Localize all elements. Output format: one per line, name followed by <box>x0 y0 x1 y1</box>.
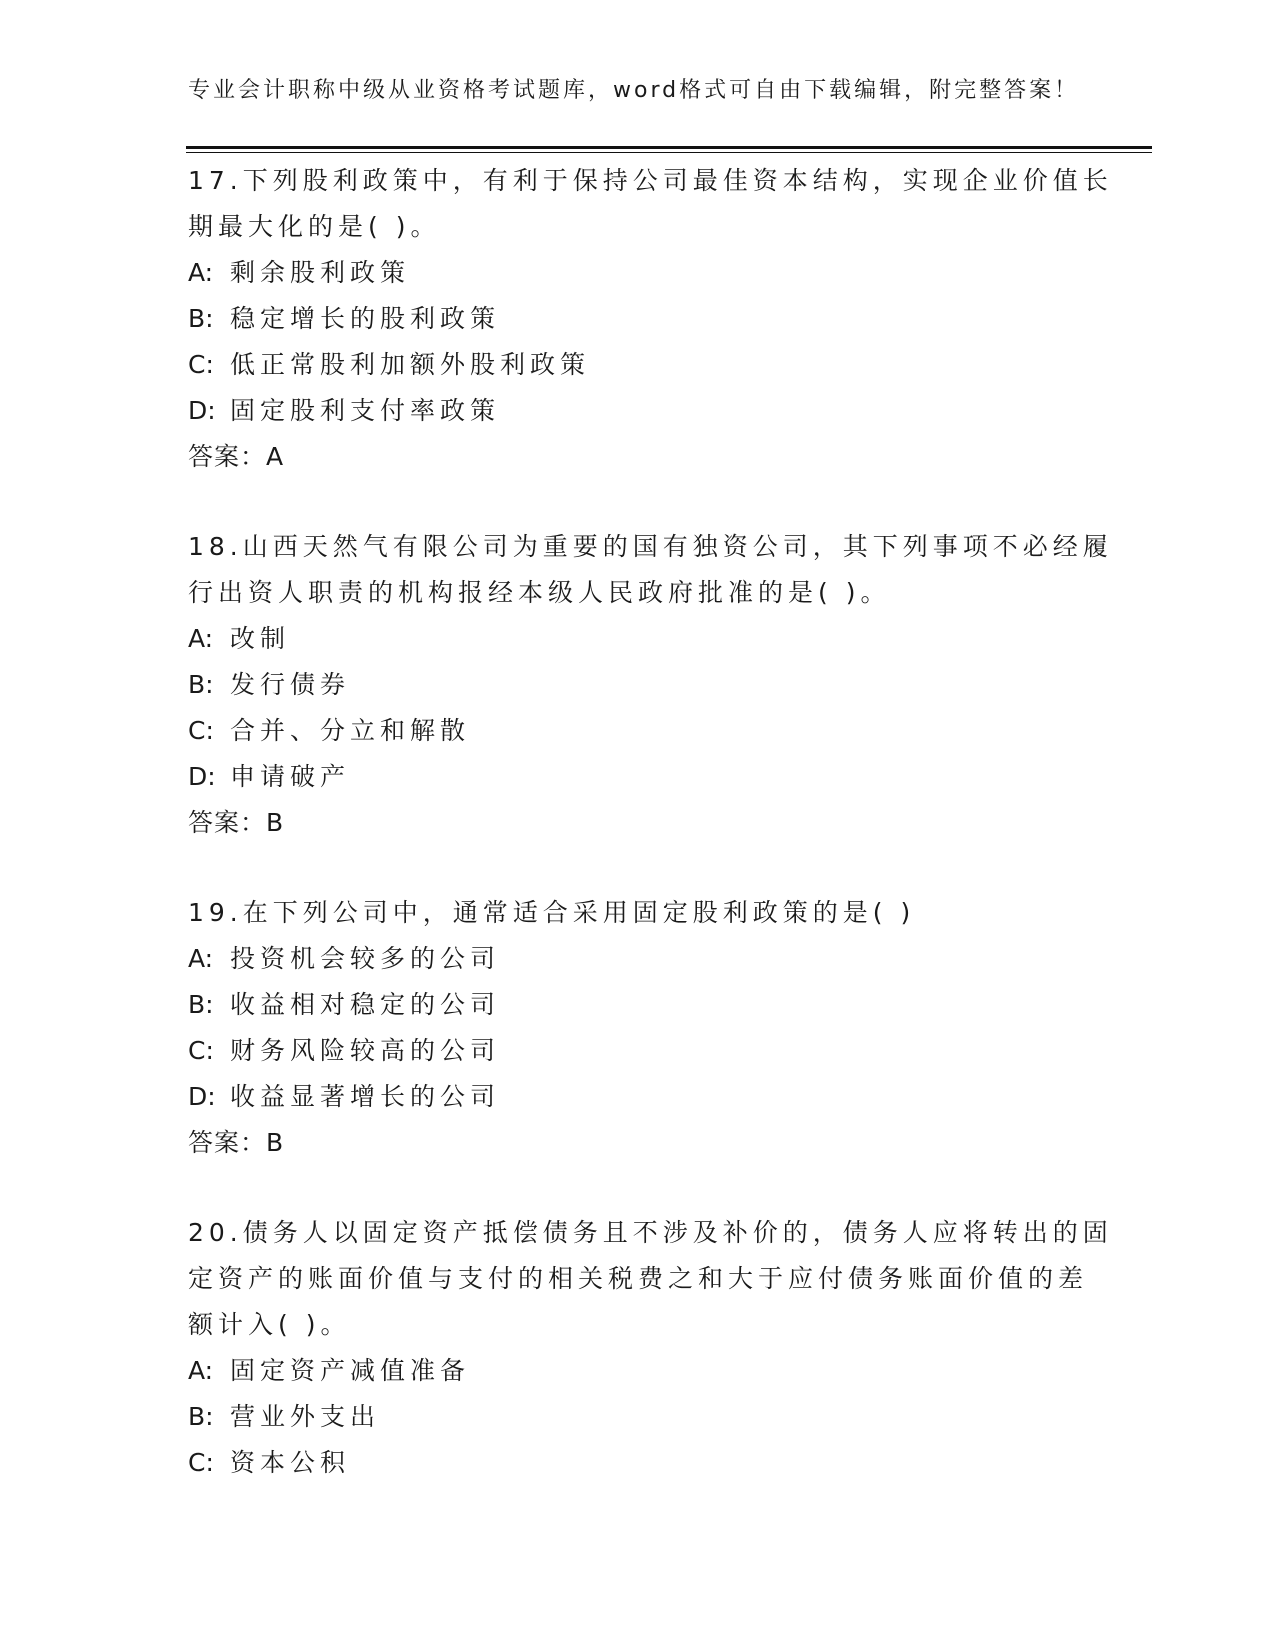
option-letter: A: <box>188 1356 214 1385</box>
question-item <box>188 524 1113 846</box>
option-letter: C: <box>188 350 214 379</box>
answer-option <box>188 1348 1108 1394</box>
option-letter: D: <box>188 762 216 791</box>
option-letter: A: <box>188 624 214 653</box>
answer-key: 答案：B <box>188 808 285 837</box>
answer-option <box>188 662 1108 708</box>
answer-key: 答案：A <box>188 442 285 471</box>
answer-key: 答案：B <box>188 1128 285 1157</box>
option-text: 发行债券 <box>230 670 351 699</box>
option-letter: C: <box>188 716 214 745</box>
option-text: 投资机会较多的公司 <box>230 944 501 973</box>
option-letter: B: <box>188 670 214 699</box>
answer-option <box>188 754 1108 800</box>
answer-option <box>188 616 1108 662</box>
option-letter: A: <box>188 944 214 973</box>
answer-option <box>188 1440 1108 1486</box>
option-letter: B: <box>188 304 214 333</box>
option-text: 剩余股利政策 <box>230 258 411 287</box>
answer-option <box>188 1028 1108 1074</box>
question-stem-line: 行出资人职责的机构报经本级人民政府批准的是( )。 <box>188 578 891 607</box>
question-stem-line: 定资产的账面价值与支付的相关税费之和大于应付债务账面价值的差 <box>188 1264 1089 1293</box>
option-letter: C: <box>188 1036 214 1065</box>
option-text: 财务风险较高的公司 <box>230 1036 501 1065</box>
answer-option <box>188 708 1108 754</box>
option-letter: A: <box>188 258 214 287</box>
question-stem-line: 期最大化的是( )。 <box>188 212 441 241</box>
document-header: 专业会计职称中级从业资格考试题库，word格式可自由下载编辑，附完整答案！ <box>188 78 1080 103</box>
question-list <box>188 158 1113 1486</box>
option-text: 申请破产 <box>230 762 351 791</box>
option-text: 营业外支出 <box>230 1402 381 1431</box>
answer-option <box>188 1394 1108 1440</box>
answer-option <box>188 250 1108 296</box>
option-text: 稳定增长的股利政策 <box>230 304 501 333</box>
answer-option <box>188 936 1108 982</box>
option-letter: B: <box>188 1402 214 1431</box>
answer-option <box>188 982 1108 1028</box>
question-stem-line: 20.债务人以固定资产抵偿债务且不涉及补价的，债务人应将转出的固 <box>188 1218 1113 1247</box>
header-rule-thick <box>186 146 1152 149</box>
question-stem-line: 17.下列股利政策中，有利于保持公司最佳资本结构，实现企业价值长 <box>188 166 1113 195</box>
answer-option <box>188 1074 1108 1120</box>
option-text: 收益相对稳定的公司 <box>230 990 501 1019</box>
question-item <box>188 890 1108 1166</box>
option-text: 收益显著增长的公司 <box>230 1082 501 1111</box>
header-rule-thin <box>186 152 1152 153</box>
question-stem-line: 18.山西天然气有限公司为重要的国有独资公司，其下列事项不必经履 <box>188 532 1113 561</box>
option-letter: D: <box>188 1082 216 1111</box>
question-stem-line: 19.在下列公司中，通常适合采用固定股利政策的是( ) <box>188 898 916 927</box>
answer-option <box>188 296 1108 342</box>
option-text: 资本公积 <box>230 1448 351 1477</box>
answer-option <box>188 388 1108 434</box>
answer-option <box>188 342 1108 388</box>
option-text: 固定股利支付率政策 <box>230 396 501 425</box>
option-text: 低正常股利加额外股利政策 <box>230 350 591 379</box>
option-letter: C: <box>188 1448 214 1477</box>
option-letter: D: <box>188 396 216 425</box>
question-item <box>188 1210 1113 1486</box>
option-text: 改制 <box>230 624 291 653</box>
question-item <box>188 158 1113 480</box>
option-text: 固定资产减值准备 <box>230 1356 471 1385</box>
option-letter: B: <box>188 990 214 1019</box>
option-text: 合并、分立和解散 <box>230 716 471 745</box>
question-stem-line: 额计入( )。 <box>188 1310 351 1339</box>
